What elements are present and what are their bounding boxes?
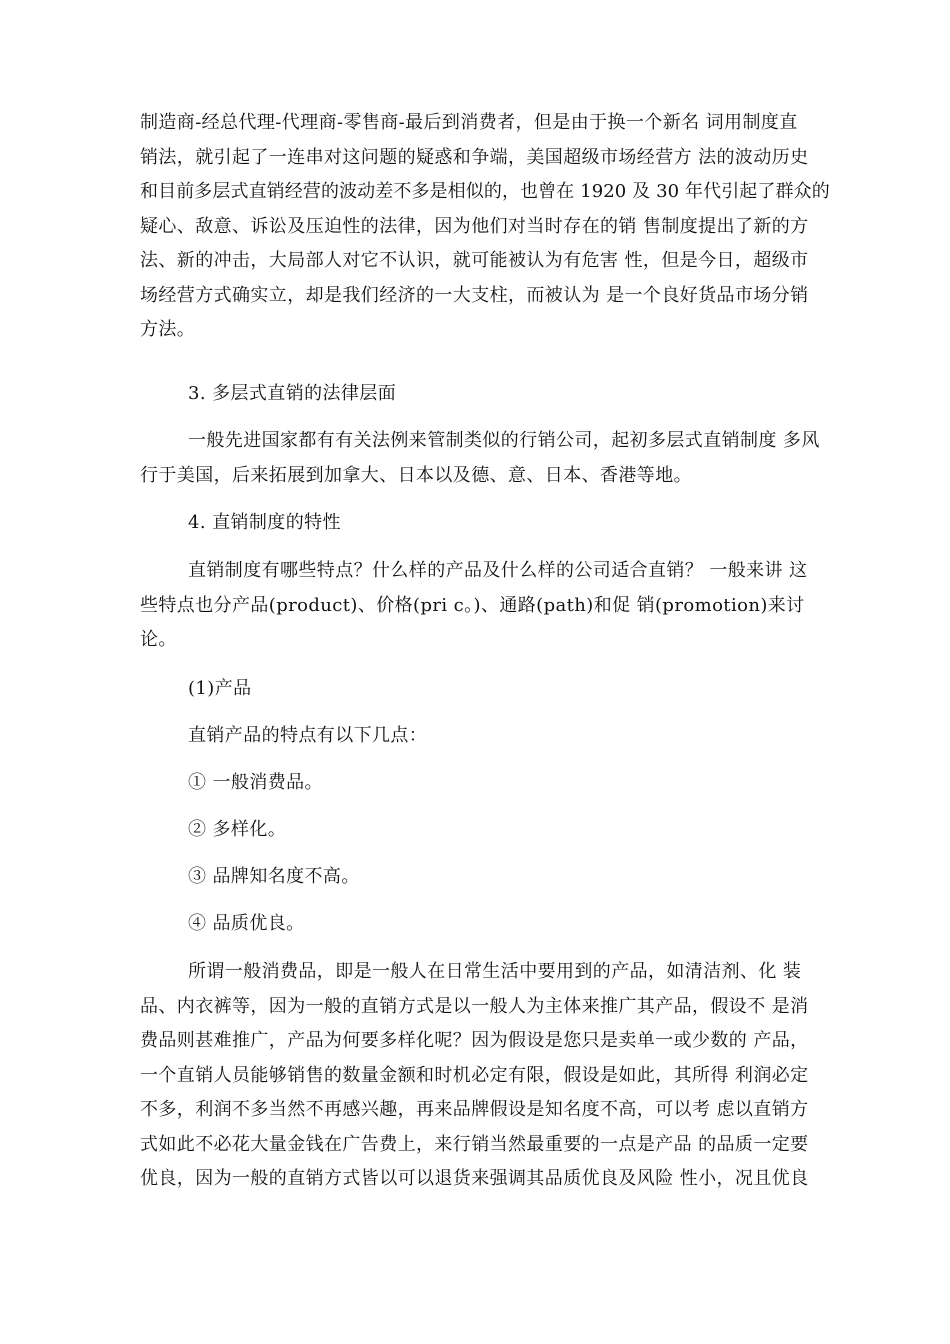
list-item-text: ② 多样化。	[188, 819, 287, 840]
text-line: 优良，因为一般的直销方式皆以可以退货来强调其品质优良及风险 性小，况且优良	[140, 1168, 809, 1189]
list-item-text: ③ 品牌知名度不高。	[188, 866, 360, 887]
list-item	[140, 766, 830, 801]
text-line: 场经营方式确实立，却是我们经济的一大支柱，而被认为 是一个良好货品市场分销	[140, 284, 809, 306]
paragraph-features	[140, 554, 830, 658]
text-line: 一般先进国家都有有关法例来管制类似的行销公司，起初多层式直销制度 多风	[188, 430, 820, 451]
paragraph-distribution-history	[140, 106, 830, 348]
text-line: 直销制度有哪些特点？什么样的产品及什么样的公司适合直销？ 一般来讲 这	[188, 560, 808, 581]
text-line: 直销产品的特点有以下几点：	[188, 725, 428, 746]
text-line: 一个直销人员能够销售的数量金额和时机必定有限，假设是如此，其所得 利润必定	[140, 1064, 809, 1086]
text-line: 疑心、敌意、诉讼及压迫性的法律，因为他们对当时存在的销 售制度提出了新的方	[140, 215, 809, 237]
paragraph-legal	[140, 424, 830, 493]
list-item-text: ④ 品质优良。	[188, 913, 305, 934]
text-line: 论。	[140, 629, 177, 650]
section-heading-features	[140, 506, 830, 541]
text-line: 法、新的冲击，大局部人对它不认识，就可能被认为有危害 性，但是今日，超级市	[140, 250, 809, 271]
list-item	[140, 907, 830, 942]
paragraph-product-intro	[140, 719, 830, 754]
text-line: 和目前多层式直销经营的波动差不多是相似的，也曾在 1920 及 30 年代引起了群众的	[140, 181, 830, 202]
heading-text: (1)产品	[188, 678, 252, 699]
heading-text: 4. 直销制度的特性	[188, 512, 341, 533]
text-line: 方法。	[140, 319, 196, 340]
heading-text: 3. 多层式直销的法律层面	[188, 383, 397, 404]
section-heading-legal	[140, 377, 830, 412]
text-line: 行于美国，后来拓展到加拿大、日本以及德、意、日本、香港等地。	[140, 464, 692, 486]
text-line: 式如此不必花大量金钱在广告费上，来行销当然最重要的一点是产品 的品质一定要	[140, 1133, 809, 1155]
list-item	[140, 860, 830, 895]
subheading-product	[140, 672, 830, 707]
text-line: 制造商-经总代理-代理商-零售商-最后到消费者，但是由于换一个新名 词用制度直	[140, 112, 798, 133]
text-line: 费品则甚难推广，产品为何要多样化呢？因为假设是您只是卖单一或少数的 产品，	[140, 1030, 809, 1051]
list-item-text: ① 一般消费品。	[188, 772, 323, 793]
text-line: 不多，利润不多当然不再感兴趣，再来品牌假设是知名度不高，可以考 虑以直销方	[140, 1099, 809, 1120]
text-line: 所谓一般消费品，即是一般人在日常生活中要用到的产品，如清洁剂、化 装	[188, 961, 802, 982]
text-line: 品、内衣裤等，因为一般的直销方式是以一般人为主体来推广其产品，假设不 是消	[140, 995, 809, 1017]
text-line: 些特点也分产品(product)、价格(pri c。)、通路(path)和促 销(promotion)来讨	[140, 594, 805, 616]
text-line: 销法，就引起了一连串对这问题的疑惑和争端，美国超级市场经营方 法的波动历史	[140, 146, 809, 168]
paragraph-consumer-goods	[140, 955, 830, 1197]
list-item	[140, 813, 830, 848]
